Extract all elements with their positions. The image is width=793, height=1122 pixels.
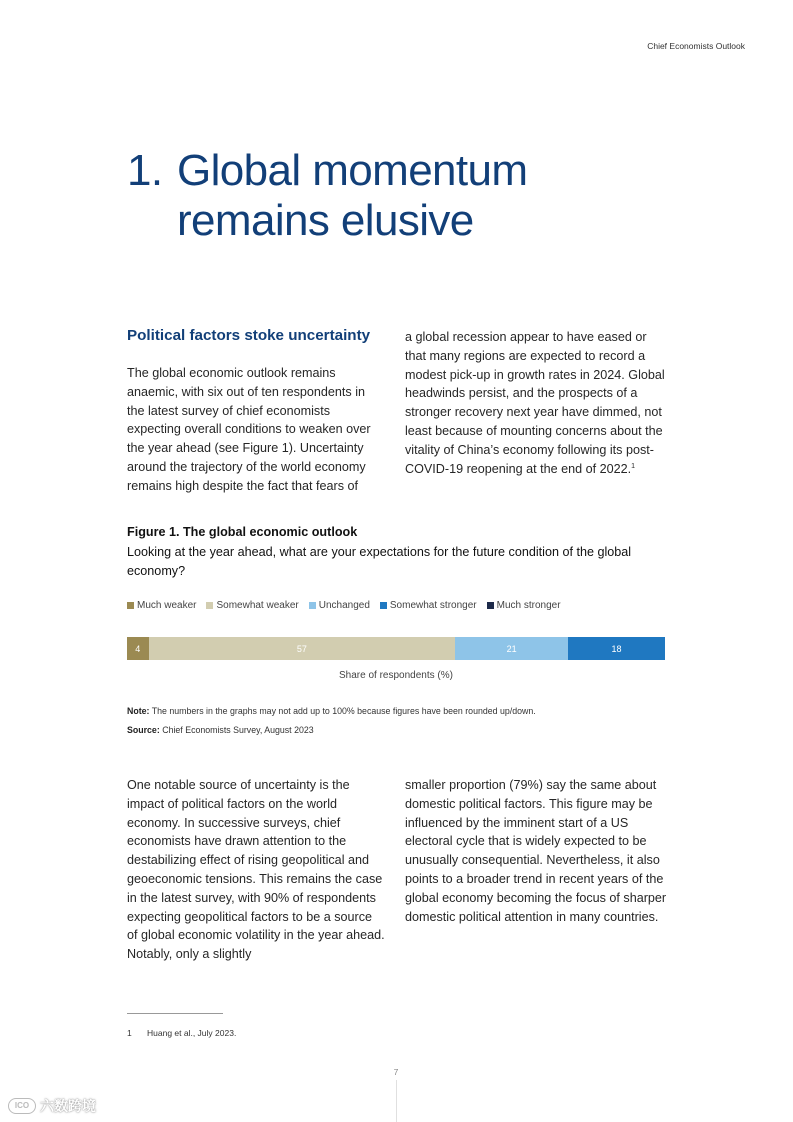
- footnote: [127, 1028, 236, 1038]
- figure-label: Figure 1. The global economic outlook: [127, 525, 358, 539]
- legend-swatch: [206, 602, 213, 609]
- paragraph-2-left: One notable source of uncertainty is the impact of political factors on the world economy. In successive surveys, chief economists have drawn attention to the destabilizing effect of rising geopolitical and geoeconomic tensions. This remains the case in the latest survey, with 90% of respondents expecting geopolitical factors to be a source of global economic volatility in the year ahead. Notably, only a slightly: [127, 778, 385, 962]
- x-axis-label: Share of respondents (%): [339, 670, 453, 681]
- bar-segment: [149, 637, 456, 660]
- bar-segment-label: 21: [506, 643, 517, 654]
- chapter-title-line2: remains elusive: [177, 196, 474, 245]
- stacked-bar: [127, 637, 665, 660]
- note-text: The numbers in the graphs may not add up to 100% because figures have been rounded up/down.: [151, 706, 536, 716]
- legend-item: [206, 600, 298, 611]
- paragraph-1-left: The global economic outlook remains anaemic, with six out of ten respondents in the latest survey of chief economists expecting overall conditions to weaken over the year ahead (see Figure 1). Uncertainty around the trajectory of the world economy remains high despite the fact that fears of: [127, 366, 371, 493]
- watermark: [8, 1096, 96, 1116]
- chapter-number: 1.: [127, 146, 163, 195]
- paragraph-1-right: [405, 328, 670, 478]
- chapter-title-line1: Global momentum: [177, 146, 528, 195]
- paragraph-1-right-text: a global recession appear to have eased or that many regions are expected to record a modest pick-up in growth rates in 2024. Global headwinds persist, and the prospects of a stronger recovery next year have dimmed, not least because of mounting concerns about the vitality of China’s economy following its post-COVID-19 reopening at the end of 2022.: [405, 330, 665, 476]
- figure-question: Looking at the year ahead, what are your expectations for the future condition of the global economy?: [127, 545, 632, 578]
- legend-item: [127, 600, 196, 611]
- bar-segment: [455, 637, 568, 660]
- chapter-title: [127, 146, 527, 246]
- legend-label: Unchanged: [318, 600, 370, 611]
- footnote-number: 1: [127, 1028, 132, 1038]
- paragraph-2-right: smaller proportion (79%) say the same about domestic political factors. This figure may be influenced by the imminent start of a US electoral cycle that is widely expected to be unusually consequential. Nevertheless, it also points to a broader trend in recent years of the global economy becoming the focus of sharper domestic political attention in many countries.: [405, 778, 667, 924]
- page-divider: [396, 1080, 397, 1122]
- bar-segment-label: 4: [135, 643, 141, 654]
- watermark-logo-icon: ICO: [8, 1098, 36, 1114]
- bar-segment-label: 57: [296, 643, 307, 654]
- legend-label: Much weaker: [137, 600, 197, 611]
- bar-segment: [127, 637, 149, 660]
- source-label: Source:: [127, 725, 160, 735]
- legend-item: [309, 600, 370, 611]
- legend-label: Much stronger: [496, 600, 561, 611]
- chart-legend: [127, 600, 561, 611]
- legend-label: Somewhat weaker: [216, 600, 299, 611]
- legend-swatch: [487, 602, 494, 609]
- source-text: Chief Economists Survey, August 2023: [162, 725, 314, 735]
- legend-swatch: [127, 602, 134, 609]
- legend-item: [487, 600, 561, 611]
- page-number: 7: [393, 1067, 399, 1077]
- legend-label: Somewhat stronger: [389, 600, 477, 611]
- running-header: Chief Economists Outlook: [647, 41, 745, 51]
- bar-segment-label: 18: [611, 643, 622, 654]
- footnote-divider: [127, 1013, 223, 1014]
- footnote-text: Huang et al., July 2023.: [147, 1028, 237, 1038]
- figure-source: [127, 725, 314, 735]
- footnote-reference[interactable]: 1: [631, 462, 636, 470]
- figure-note: [127, 706, 536, 716]
- legend-swatch: [380, 602, 387, 609]
- note-label: Note:: [127, 706, 150, 716]
- legend-swatch: [309, 602, 316, 609]
- legend-item: [380, 600, 477, 611]
- section-heading: Political factors stoke uncertainty: [127, 327, 371, 344]
- watermark-text: 六数跨境: [40, 1098, 96, 1114]
- bar-segment: [568, 637, 665, 660]
